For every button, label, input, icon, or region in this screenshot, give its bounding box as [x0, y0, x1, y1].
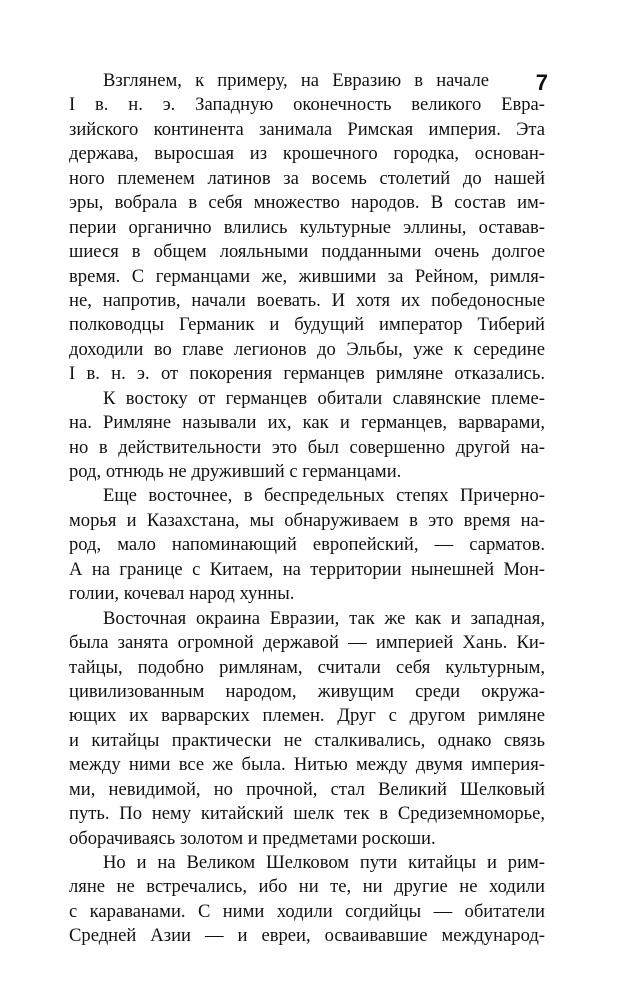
text-line: Средней Азии — и евреи, осваивавшие международ-	[69, 925, 545, 947]
text-line: тайцы, подобно римлянам, считали себя культурным,	[69, 656, 545, 678]
text-line: не, напротив, начали воевать. И хотя их победоносные	[69, 289, 545, 311]
text-line: шиеся в общем лояльными подданными очень долгое	[69, 241, 545, 263]
text-line: держава, выросшая из крошечного городка, основан-	[69, 143, 545, 165]
text-line: ми, невидимой, но прочной, стал Великий Шелковый	[69, 778, 545, 800]
text-line: А на границе с Китаем, на территории нынешней Мон-	[69, 558, 545, 580]
text-line: была занята огромной державой — империей Хань. Ки-	[69, 632, 545, 654]
text-line: морья и Казахстана, мы обнаруживаем в это время на-	[69, 509, 545, 531]
text-line: Взглянем, к примеру, на Евразию в начале	[103, 70, 489, 91]
body-text	[69, 69, 545, 949]
text-line: и китайцы практически не сталкивались, однако связь	[69, 729, 545, 751]
text-line: голии, кочевал народ хунны.	[69, 583, 295, 605]
text-line: Восточная окраина Евразии, так же как и западная,	[103, 607, 545, 629]
text-line: ющих их варварских племен. Друг с другом римляне	[69, 705, 545, 727]
text-line: с караванами. С ними ходили согдийцы — обитатели	[69, 900, 545, 922]
text-line: но в действительности это был совершенно другой на-	[69, 436, 545, 458]
text-line: между ними все же была. Нитью между двумя империя-	[69, 754, 545, 776]
text-line: оборачиваясь золотом и предметами роскоши.	[69, 827, 436, 849]
text-line: род, отнюдь не друживший с германцами.	[69, 461, 402, 482]
text-line: ляне не встречались, ибо ни те, ни другие не ходили	[69, 876, 545, 898]
text-line: доходили во главе легионов до Эльбы, уже к середине	[69, 338, 545, 360]
text-line: род, мало напоминающий европейский, — сарматов.	[69, 534, 545, 556]
text-line: на. Римляне называли их, как и германцев, варварами,	[69, 412, 545, 434]
text-line: перии органично влились культурные эллины, оставав-	[69, 216, 545, 238]
page-number: 7	[535, 70, 548, 95]
text-line: I в. н. э. от покорения германцев римляне отказались.	[69, 363, 545, 385]
text-line: К востоку от германцев обитали славянские племе-	[103, 387, 545, 409]
text-line: Но и на Великом Шелковом пути китайцы и рим-	[103, 852, 545, 873]
text-line: Еще восточнее, в беспредельных степях Причерно-	[103, 485, 545, 507]
text-line: I в. н. э. Западную оконечность великого Евра-	[69, 94, 545, 116]
text-line: ного племенем латинов за восемь столетий до нашей	[69, 167, 545, 189]
text-line: цивилизованным народом, живущим среди окружа-	[69, 680, 545, 702]
text-line: полководцы Германик и будущий император Тиберий	[69, 314, 545, 336]
text-line: эры, вобрала в себя множество народов. В состав им-	[69, 192, 545, 214]
text-line: время. С германцами же, жившими за Рейном, римля-	[69, 265, 545, 287]
text-line: путь. По нему китайский шелк тек в Средиземноморье,	[69, 803, 545, 825]
text-line: зийского континента занимала Римская империя. Эта	[69, 118, 545, 140]
